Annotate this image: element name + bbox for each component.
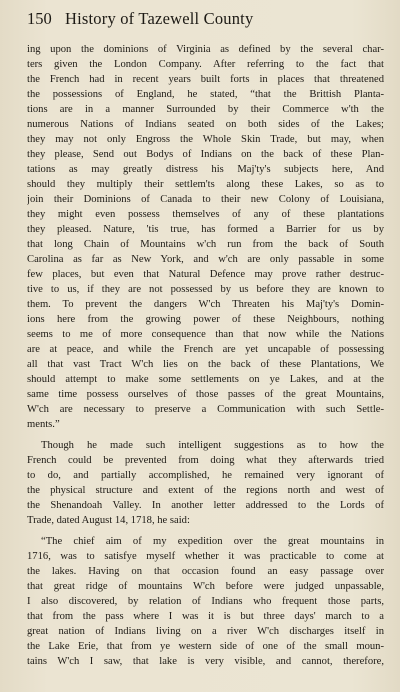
text-line: they pleased. Nature, 'tis true, has formed a Barrier for us by	[27, 224, 384, 235]
text-line: tive to us, if they are not possessed by us before they are known to	[27, 284, 384, 295]
text-line: W'ch are necessary to preserve a Communication with such Settle-	[27, 404, 384, 415]
text-line: “The chief aim of my expedition over the great mountains in	[41, 536, 384, 547]
text-line: great nation of Indians living on a river W'ch discharges itself in	[27, 626, 384, 637]
text-line: them. To prevent the dangers W'ch Threaten his Maj'ty's Domin-	[27, 299, 384, 310]
paragraph-spotswood-quote	[27, 534, 384, 669]
text-line: that long Chain of Mountains w'ch run from the back of South	[27, 239, 384, 250]
body-text	[27, 42, 384, 669]
page-number: 150	[27, 9, 52, 28]
text-line: are at peace, and while the French are yet uncapable of possessing	[27, 344, 384, 355]
text-line: ters given the London Company. After referring to the fact that	[27, 59, 384, 70]
text-line: the Shenandoah Valley. In another letter addressed to the Lords of	[27, 500, 384, 511]
text-line: tains W'ch I saw, that lake is very visible, and cannot, therefore,	[27, 656, 384, 667]
text-line: I also discovered, by relation of Indians who frequent those parts,	[27, 596, 384, 607]
text-line: Carolina as far as New York, and w'ch are only passable in some	[27, 254, 384, 265]
page-header	[27, 9, 384, 33]
text-line: ing upon the dominions of Virginia as defined by the several char-	[27, 44, 384, 55]
text-line: all that vast Tract W'ch lies on the back of these Plantations, We	[27, 359, 384, 370]
text-line: they might even possess themselves of any of these plantations	[27, 209, 384, 220]
paragraph-spotswood-ignorance	[27, 438, 384, 528]
paragraph-dinwiddie-letter	[27, 42, 384, 432]
text-line: ions here from the growing power of these Neighbours, nothing	[27, 314, 384, 325]
text-line: join their Dominions of Canada to their new Colony of Louisiana,	[27, 194, 384, 205]
text-line: few places, but even that Natural Defence may prove rather destruc-	[27, 269, 384, 280]
text-line: to do, and partially accomplished, he remained very ignorant of	[27, 470, 384, 481]
text-line: they please, Send out Bodys of Indians on the back of these Plan-	[27, 149, 384, 160]
text-line: 1716, was to satisfye myself whether it was practicable to come at	[27, 551, 384, 562]
text-line: that from the pass where I was it is but three days' march to a	[27, 611, 384, 622]
text-line: tations as may greatly distress his Maj'ty's subjects here, And	[27, 164, 384, 175]
text-line: that great ridge of mountains W'ch before were judged unpassable,	[27, 581, 384, 592]
text-line: the French had in recent years built forts in places that threatened	[27, 74, 384, 85]
text-line: should attempt to make some settlements on ye Lakes, and at the	[27, 374, 384, 385]
text-line: Though he made such intelligent suggestions as to how the	[41, 440, 384, 451]
text-line: seems to me of more consequence than that now while the Nations	[27, 329, 384, 340]
text-line: numerous Nations of Indians seated on both sides of the Lakes;	[27, 119, 384, 130]
text-line: French could be prevented from doing what they afterwards tried	[27, 455, 384, 466]
text-line: the Lake Erie, that from ye western side of one of the small moun-	[27, 641, 384, 652]
text-line: same time possess ourselves of those passes of the great Mountains,	[27, 389, 384, 400]
text-line: the physical structure and extent of the regions north and west of	[27, 485, 384, 496]
text-line: the lakes. Having on that occasion found an easy passage over	[27, 566, 384, 577]
text-line: should they multiply their settlem'ts along these Lakes, so as to	[27, 179, 384, 190]
text-line: Trade, dated August 14, 1718, he said:	[27, 515, 190, 526]
text-line: tions are in a manner Surrounded by their Commerce w'th the	[27, 104, 384, 115]
text-line: the possessions of England, he stated, “that the Brittish Planta-	[27, 89, 384, 100]
running-head: History of Tazewell County	[65, 9, 254, 28]
text-line: they may not only Engross the Whole Skin Trade, but may, when	[27, 134, 384, 145]
text-line: ments.”	[27, 419, 60, 430]
